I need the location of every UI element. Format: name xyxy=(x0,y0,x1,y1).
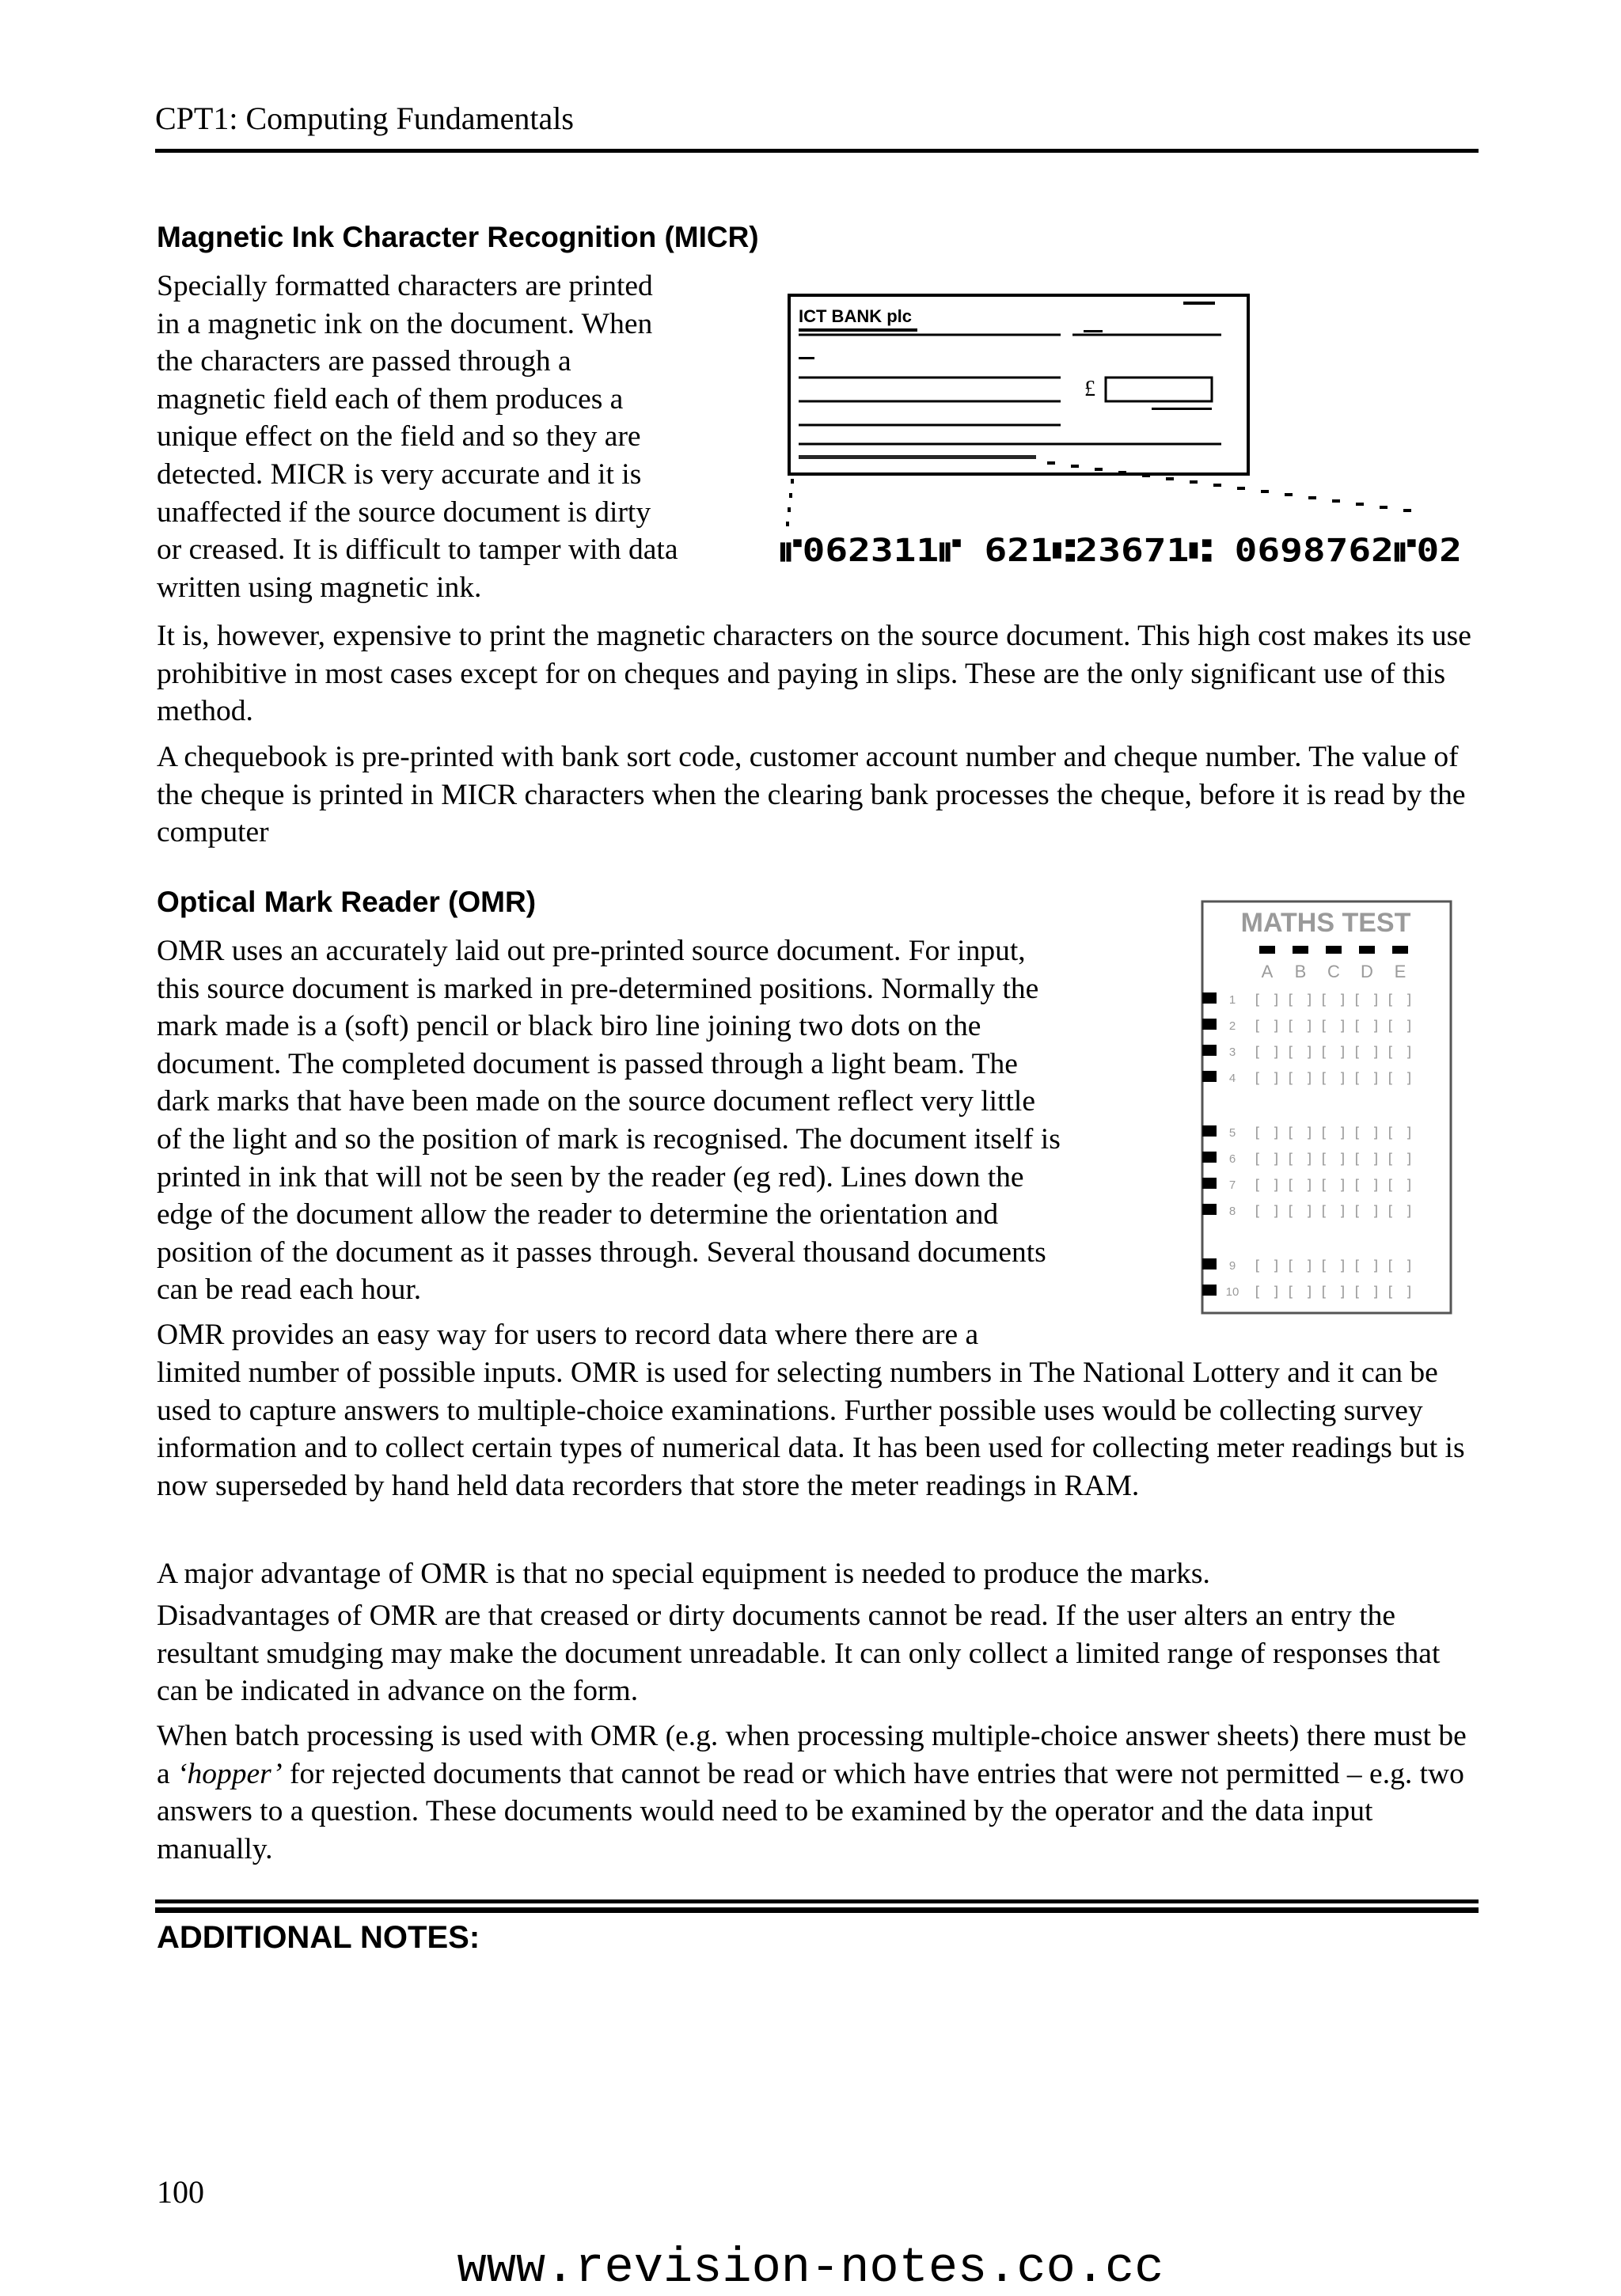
answer-bubble-right: ] xyxy=(1338,992,1347,1008)
answer-bubble-left: [ xyxy=(1319,1284,1328,1300)
row-number: 3 xyxy=(1228,1046,1236,1059)
answer-bubble-right: ] xyxy=(1305,1070,1314,1087)
answer-bubble-right: ] xyxy=(1272,1151,1281,1167)
omr-hopper-paragraph xyxy=(157,1717,1479,1868)
micr-intro-line: in a magnetic ink on the document. When xyxy=(157,307,653,340)
answer-bubble-right: ] xyxy=(1338,1070,1347,1087)
answer-bubble-left: [ xyxy=(1253,1125,1262,1141)
answer-bubble-right: ] xyxy=(1405,1151,1414,1167)
row-number: 8 xyxy=(1228,1205,1236,1218)
header-rule xyxy=(155,149,1479,153)
column-label: C xyxy=(1327,962,1340,981)
column-label: D xyxy=(1361,962,1373,981)
answer-bubble-right: ] xyxy=(1338,1151,1347,1167)
answer-bubble-left: [ xyxy=(1386,1044,1395,1061)
footer-url: www.revision-notes.co.cc xyxy=(457,2240,1164,2296)
timing-mark-side xyxy=(1202,1071,1217,1082)
answer-bubble-right: ] xyxy=(1372,1018,1380,1034)
notes-rule-bottom xyxy=(155,1907,1479,1913)
micr-intro-line: detected. MICR is very accurate and it is xyxy=(157,457,642,491)
answer-bubble-right: ] xyxy=(1372,1151,1380,1167)
answer-bubble-right: ] xyxy=(1272,1203,1281,1220)
micr-intro-line: unique effect on the field and so they are xyxy=(157,420,641,454)
answer-bubble-right: ] xyxy=(1305,1177,1314,1194)
answer-bubble-left: [ xyxy=(1319,1044,1328,1061)
answer-bubble-left: [ xyxy=(1253,1070,1262,1087)
row-number: 5 xyxy=(1228,1126,1236,1140)
answer-bubble-right: ] xyxy=(1272,1070,1281,1087)
timing-mark-side xyxy=(1202,1204,1217,1215)
answer-bubble-right: ] xyxy=(1272,1177,1281,1194)
row-number: 4 xyxy=(1228,1072,1236,1085)
answer-bubble-right: ] xyxy=(1338,1258,1347,1274)
timing-mark-top xyxy=(1259,946,1275,954)
row-number: 6 xyxy=(1228,1152,1236,1166)
answer-bubble-right: ] xyxy=(1405,1177,1414,1194)
answer-bubble-left: [ xyxy=(1386,1203,1395,1220)
answer-bubble-right: ] xyxy=(1272,1284,1281,1300)
answer-bubble-left: [ xyxy=(1253,1203,1262,1220)
answer-bubble-left: [ xyxy=(1253,1284,1262,1300)
answer-bubble-right: ] xyxy=(1305,1203,1314,1220)
answer-bubble-left: [ xyxy=(1353,992,1361,1008)
row-number: 2 xyxy=(1228,1019,1236,1033)
answer-bubble-right: ] xyxy=(1272,1258,1281,1274)
cheque-bank-name: ICT BANK plc xyxy=(799,306,912,326)
omr-advantage-paragraph: A major advantage of OMR is that no special equipment is needed to produce the marks. xyxy=(157,1558,1210,1590)
answer-bubble-left: [ xyxy=(1386,992,1395,1008)
answer-bubble-right: ] xyxy=(1305,1044,1314,1061)
answer-bubble-left: [ xyxy=(1319,1018,1328,1034)
page-number: 100 xyxy=(157,2174,204,2210)
answer-bubble-right: ] xyxy=(1305,1258,1314,1274)
omr-sheet-title: MATHS TEST xyxy=(1240,908,1411,938)
answer-bubble-right: ] xyxy=(1338,1018,1347,1034)
answer-bubble-left: [ xyxy=(1286,1258,1295,1274)
answer-bubble-left: [ xyxy=(1353,1070,1361,1087)
answer-bubble-right: ] xyxy=(1405,1258,1414,1274)
micr-intro-line: magnetic field each of them produces a xyxy=(157,382,624,416)
answer-bubble-left: [ xyxy=(1286,1177,1295,1194)
micr-cost-paragraph: It is, however, expensive to print the magnetic characters on the source document. This high cost makes its use prohibitive in most cases except for on cheques and paying in slips. These are the only significant use of this method. xyxy=(157,620,1471,728)
omr-intro-line: this source document is marked in pre-determined positions. Normally the xyxy=(157,972,1039,1005)
omr-uses-paragraph: limited number of possible inputs. OMR is used for selecting numbers in The National Lottery and it can be used to capture answers to multiple-choice examinations. Further possible uses would be collecting survey information and to collect certain types of numerical data. It has been used for collecting meter readings but is now superseded by hand held data recorders that store the meter readings in RAM. xyxy=(157,1357,1465,1502)
answer-bubble-left: [ xyxy=(1319,1203,1328,1220)
omr-uses-first-line: OMR provides an easy way for users to record data where there are a xyxy=(157,1319,979,1351)
omr-intro-line: can be read each hour. xyxy=(157,1273,422,1307)
answer-bubble-right: ] xyxy=(1405,1284,1414,1300)
answer-bubble-right: ] xyxy=(1338,1284,1347,1300)
answer-bubble-left: [ xyxy=(1353,1258,1361,1274)
answer-bubble-right: ] xyxy=(1372,1070,1380,1087)
date-mark xyxy=(1084,330,1103,332)
omr-intro-line: mark made is a (soft) pencil or black biro line joining two dots on the xyxy=(157,1010,981,1043)
answer-bubble-right: ] xyxy=(1405,1125,1414,1141)
answer-bubble-left: [ xyxy=(1386,1258,1395,1274)
dotted-leader-left xyxy=(786,479,794,526)
answer-bubble-left: [ xyxy=(1386,1125,1395,1141)
omr-intro-line: of the light and so the position of mark is recognised. The document itself is xyxy=(157,1122,1061,1156)
answer-bubble-left: [ xyxy=(1319,992,1328,1008)
timing-mark-side xyxy=(1202,1258,1217,1269)
answer-bubble-left: [ xyxy=(1286,1151,1295,1167)
omr-disadvantages-paragraph: Disadvantages of OMR are that creased or dirty documents cannot be read. If the user alters an entry the resultant smudging may make the document unreadable. It can only collect a limited range of responses that can be indicated in advance on the form. xyxy=(157,1600,1441,1708)
micr-chequebook-paragraph: A chequebook is pre-printed with bank sort code, customer account number and cheque number. The value of the cheque is printed in MICR characters when the clearing bank processes the cheque, before it is read by the computer xyxy=(157,741,1466,849)
column-label: B xyxy=(1294,962,1307,981)
omr-intro-line: OMR uses an accurately laid out pre-printed source document. For input, xyxy=(157,935,1026,967)
answer-bubble-right: ] xyxy=(1305,1284,1314,1300)
micr-code-line: ⑈062311⑈ 621⑆23671⑆ 0698762⑈02 xyxy=(780,533,1462,569)
micr-intro-line: or creased. It is difficult to tamper with data xyxy=(157,533,678,567)
answer-bubble-left: [ xyxy=(1286,1070,1295,1087)
row-number: 9 xyxy=(1228,1259,1236,1273)
answer-bubble-right: ] xyxy=(1372,1258,1380,1274)
answer-bubble-left: [ xyxy=(1386,1177,1395,1194)
answer-bubble-right: ] xyxy=(1272,1018,1281,1034)
answer-bubble-left: [ xyxy=(1353,1125,1361,1141)
timing-mark-side xyxy=(1202,1019,1217,1030)
omr-intro-line: document. The completed document is passed through a light beam. The xyxy=(157,1047,1018,1080)
account-name-mark xyxy=(1152,408,1212,410)
answer-bubble-left: [ xyxy=(1253,1177,1262,1194)
answer-bubble-left: [ xyxy=(1286,1018,1295,1034)
answer-bubble-right: ] xyxy=(1372,1125,1380,1141)
timing-mark-side xyxy=(1202,1152,1217,1163)
bank-address-line xyxy=(799,328,917,332)
omr-intro-paragraph xyxy=(157,932,1186,1309)
timing-mark-top xyxy=(1392,946,1408,954)
hopper-term: ‘hopper’ xyxy=(177,1757,283,1790)
timing-mark-side xyxy=(1202,1125,1217,1137)
omr-sheet-border xyxy=(1202,901,1451,1313)
micr-intro-paragraph xyxy=(157,268,758,606)
payee-mark xyxy=(799,357,814,359)
answer-bubble-left: [ xyxy=(1386,1018,1395,1034)
answer-bubble-left: [ xyxy=(1319,1125,1328,1141)
omr-intro-line: printed in ink that will not be seen by the reader (eg red). Lines down the xyxy=(157,1160,1024,1194)
micr-intro-line: written using magnetic ink. xyxy=(157,571,482,604)
answer-bubble-right: ] xyxy=(1372,1284,1380,1300)
timing-mark-side xyxy=(1202,1045,1217,1056)
answer-bubble-right: ] xyxy=(1338,1203,1347,1220)
answer-bubble-right: ] xyxy=(1305,1125,1314,1141)
hopper-text-before: When batch processing is used with OMR (e.g. when processing multiple-choice answer sheets) there must be a xyxy=(157,1720,1467,1790)
notes-rule-top xyxy=(155,1899,1479,1903)
dotted-leader-right xyxy=(1047,461,1411,512)
column-label: E xyxy=(1394,962,1407,981)
timing-mark-top xyxy=(1326,946,1342,954)
answer-bubble-right: ] xyxy=(1305,1018,1314,1034)
timing-mark-side xyxy=(1202,1285,1217,1296)
answer-bubble-right: ] xyxy=(1272,1125,1281,1141)
amount-box xyxy=(1106,378,1212,401)
timing-mark-top xyxy=(1359,946,1375,954)
answer-bubble-left: [ xyxy=(1286,1125,1295,1141)
answer-bubble-left: [ xyxy=(1353,1203,1361,1220)
answer-bubble-left: [ xyxy=(1253,992,1262,1008)
micr-intro-line: unaffected if the source document is dirty xyxy=(157,495,651,529)
omr-intro-line: edge of the document allow the reader to determine the orientation and xyxy=(157,1198,999,1231)
answer-bubble-left: [ xyxy=(1286,992,1295,1008)
answer-bubble-left: [ xyxy=(1353,1284,1361,1300)
answer-bubble-left: [ xyxy=(1353,1177,1361,1194)
omr-intro-line: dark marks that have been made on the source document reflect very little xyxy=(157,1085,1035,1118)
hopper-text-after: for rejected documents that cannot be read or which have entries that were not permitted – e.g. two answers to a question. These documents would need to be examined by the operator and the data input manually. xyxy=(157,1757,1464,1865)
column-label: A xyxy=(1261,962,1274,981)
answer-bubble-left: [ xyxy=(1353,1151,1361,1167)
answer-bubble-right: ] xyxy=(1338,1177,1347,1194)
cheque-number-mark xyxy=(1183,302,1215,305)
answer-bubble-left: [ xyxy=(1319,1070,1328,1087)
answer-bubble-left: [ xyxy=(1286,1044,1295,1061)
answer-bubble-left: [ xyxy=(1286,1203,1295,1220)
answer-bubble-right: ] xyxy=(1372,992,1380,1008)
answer-bubble-left: [ xyxy=(1319,1151,1328,1167)
answer-bubble-left: [ xyxy=(1286,1284,1295,1300)
answer-bubble-left: [ xyxy=(1353,1018,1361,1034)
cheque-illustration xyxy=(780,289,1476,574)
timing-mark-top xyxy=(1293,946,1308,954)
answer-bubble-right: ] xyxy=(1272,1044,1281,1061)
answer-bubble-right: ] xyxy=(1272,992,1281,1008)
answer-bubble-left: [ xyxy=(1386,1070,1395,1087)
answer-bubble-right: ] xyxy=(1372,1203,1380,1220)
answer-bubble-left: [ xyxy=(1253,1258,1262,1274)
answer-bubble-left: [ xyxy=(1319,1177,1328,1194)
omr-intro-line: position of the document as it passes through. Several thousand documents xyxy=(157,1235,1046,1269)
answer-bubble-left: [ xyxy=(1353,1044,1361,1061)
pound-sign: £ xyxy=(1084,377,1095,401)
answer-bubble-right: ] xyxy=(1305,992,1314,1008)
row-number: 1 xyxy=(1228,993,1236,1007)
row-number: 10 xyxy=(1225,1285,1239,1299)
answer-bubble-right: ] xyxy=(1372,1177,1380,1194)
timing-mark-side xyxy=(1202,992,1217,1004)
omr-answer-sheet xyxy=(1201,900,1454,1319)
answer-bubble-right: ] xyxy=(1405,992,1414,1008)
answer-bubble-left: [ xyxy=(1386,1284,1395,1300)
answer-bubble-left: [ xyxy=(1253,1151,1262,1167)
timing-mark-side xyxy=(1202,1178,1217,1189)
row-number: 7 xyxy=(1228,1178,1236,1192)
printed-micr-strip xyxy=(799,455,1036,459)
answer-bubble-right: ] xyxy=(1405,1044,1414,1061)
additional-notes-heading: ADDITIONAL NOTES: xyxy=(157,1920,480,1955)
omr-heading: Optical Mark Reader (OMR) xyxy=(157,886,537,918)
answer-bubble-left: [ xyxy=(1253,1044,1262,1061)
answer-bubble-right: ] xyxy=(1405,1018,1414,1034)
answer-bubble-right: ] xyxy=(1405,1203,1414,1220)
answer-bubble-right: ] xyxy=(1405,1070,1414,1087)
micr-intro-line: Specially formatted characters are printed xyxy=(157,270,653,302)
answer-bubble-left: [ xyxy=(1386,1151,1395,1167)
micr-heading: Magnetic Ink Character Recognition (MICR) xyxy=(157,221,759,253)
running-header: CPT1: Computing Fundamentals xyxy=(155,101,574,136)
answer-bubble-right: ] xyxy=(1372,1044,1380,1061)
micr-intro-line: the characters are passed through a xyxy=(157,345,571,378)
answer-bubble-right: ] xyxy=(1338,1044,1347,1061)
answer-bubble-left: [ xyxy=(1253,1018,1262,1034)
answer-bubble-right: ] xyxy=(1305,1151,1314,1167)
answer-bubble-right: ] xyxy=(1338,1125,1347,1141)
answer-bubble-left: [ xyxy=(1319,1258,1328,1274)
